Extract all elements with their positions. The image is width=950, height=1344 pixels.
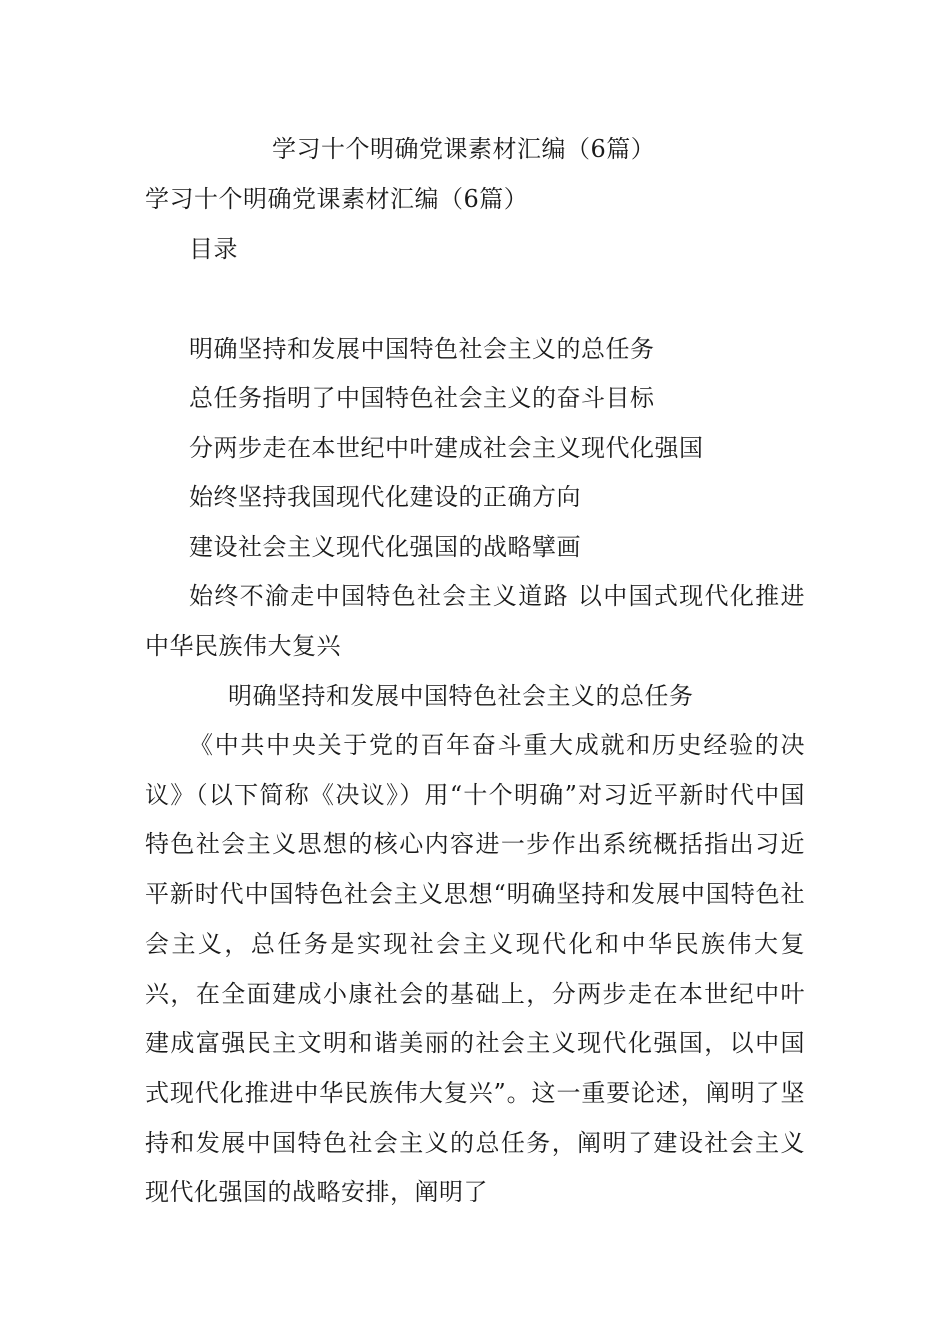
document-title: 学习十个明确党课素材汇编（6篇） (272, 135, 656, 163)
body-paragraph: 《中共中央关于党的百年奋斗重大成就和历史经验的决议》（以下简称《决议》）用“十个明确”对习近平新时代中国特色社会主义思想的核心内容进一步作出系统概括指出习近平新时代中国特色社会主义思想“明确坚持和发展中国特色社会主义，总任务是实现社会主义现代化和中华民族伟大复兴，在全面建成小康社会的基础上，分两步走在本世纪中叶建成富强民主文明和谐美丽的社会主义现代化强国，以中国式现代化推进中华民族伟大复兴”。这一重要论述，阐明了坚持和发展中国特色社会主义的总任务，阐明了建设社会主义现代化强国的战略安排，阐明了 (145, 731, 805, 1207)
toc-item: 分两步走在本世纪中叶建成社会主义现代化强国 (189, 434, 704, 462)
toc-heading: 目录 (189, 235, 238, 263)
toc-item: 明确坚持和发展中国特色社会主义的总任务 (189, 335, 655, 363)
toc-item: 建设社会主义现代化强国的战略擘画 (189, 533, 581, 561)
toc-item: 总任务指明了中国特色社会主义的奋斗目标 (189, 384, 655, 412)
toc-item: 始终坚持我国现代化建设的正确方向 (189, 483, 581, 511)
document-subtitle: 学习十个明确党课素材汇编（6篇） (145, 185, 529, 213)
toc-item: 始终不渝走中国特色社会主义道路 以中国式现代化推进中华民族伟大复兴 (145, 582, 805, 660)
section-heading: 明确坚持和发展中国特色社会主义的总任务 (228, 682, 694, 710)
